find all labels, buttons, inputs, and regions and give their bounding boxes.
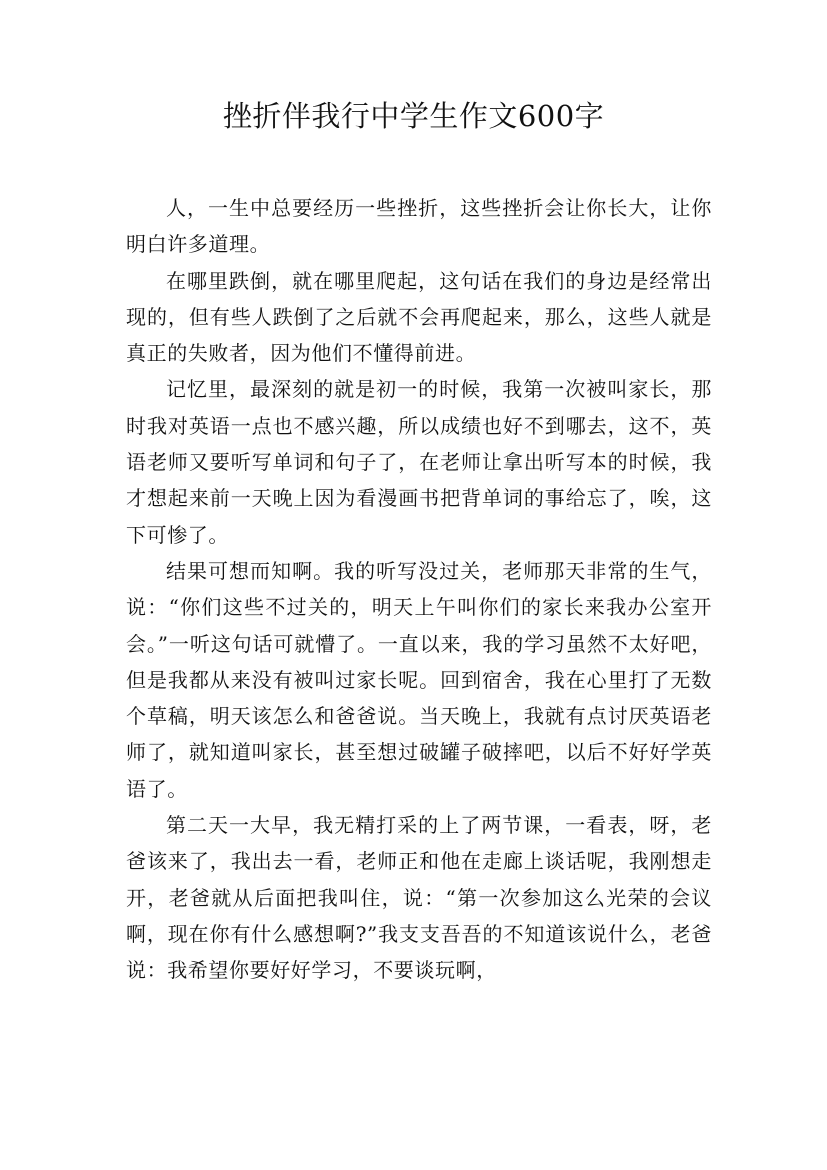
document-body: [126, 190, 712, 989]
paragraph: 第二天一大早，我无精打采的上了两节课，一看表，呀，老爸该来了，我出去一看，老师正和他在走廊上谈话呢，我刚想走开，老爸就从后面把我叫住，说：“第一次参加这么光荣的会议啊，现在你有什么感想啊?”我支支吾吾的不知道该说什么，老爸说：我希望你要好好学习，不要谈玩啊，: [126, 813, 712, 983]
document-title: 挫折伴我行中学生作文600字: [222, 99, 605, 133]
paragraph: 人，一生中总要经历一些挫折，这些挫折会让你长大，让你明白许多道理。: [126, 196, 712, 257]
paragraph: 结果可想而知啊。我的听写没过关，老师那天非常的生气，说：“你们这些不过关的，明天上午叫你们的家长来我办公室开会。”一听这句话可就懵了。一直以来，我的学习虽然不太好吧，但是我都从来没有被叫过家长呢。回到宿舍，我在心里打了无数个草稿，明天该怎么和爸爸说。当天晚上，我就有点讨厌英语老师了，就知道叫家长，甚至想过破罐子破摔吧，以后不好好学英语了。: [126, 558, 712, 801]
paragraph: 记忆里，最深刻的就是初一的时候，我第一次被叫家长，那时我对英语一点也不感兴趣，所以成绩也好不到哪去，这不，英语老师又要听写单词和句子了，在老师让拿出听写本的时候，我才想起来前一天晚上因为看漫画书把背单词的事给忘了，唉，这下可惨了。: [126, 377, 712, 547]
paragraph: 在哪里跌倒，就在哪里爬起，这句话在我们的身边是经常出现的，但有些人跌倒了之后就不会再爬起来，那么，这些人就是真正的失败者，因为他们不懂得前进。: [126, 268, 712, 366]
